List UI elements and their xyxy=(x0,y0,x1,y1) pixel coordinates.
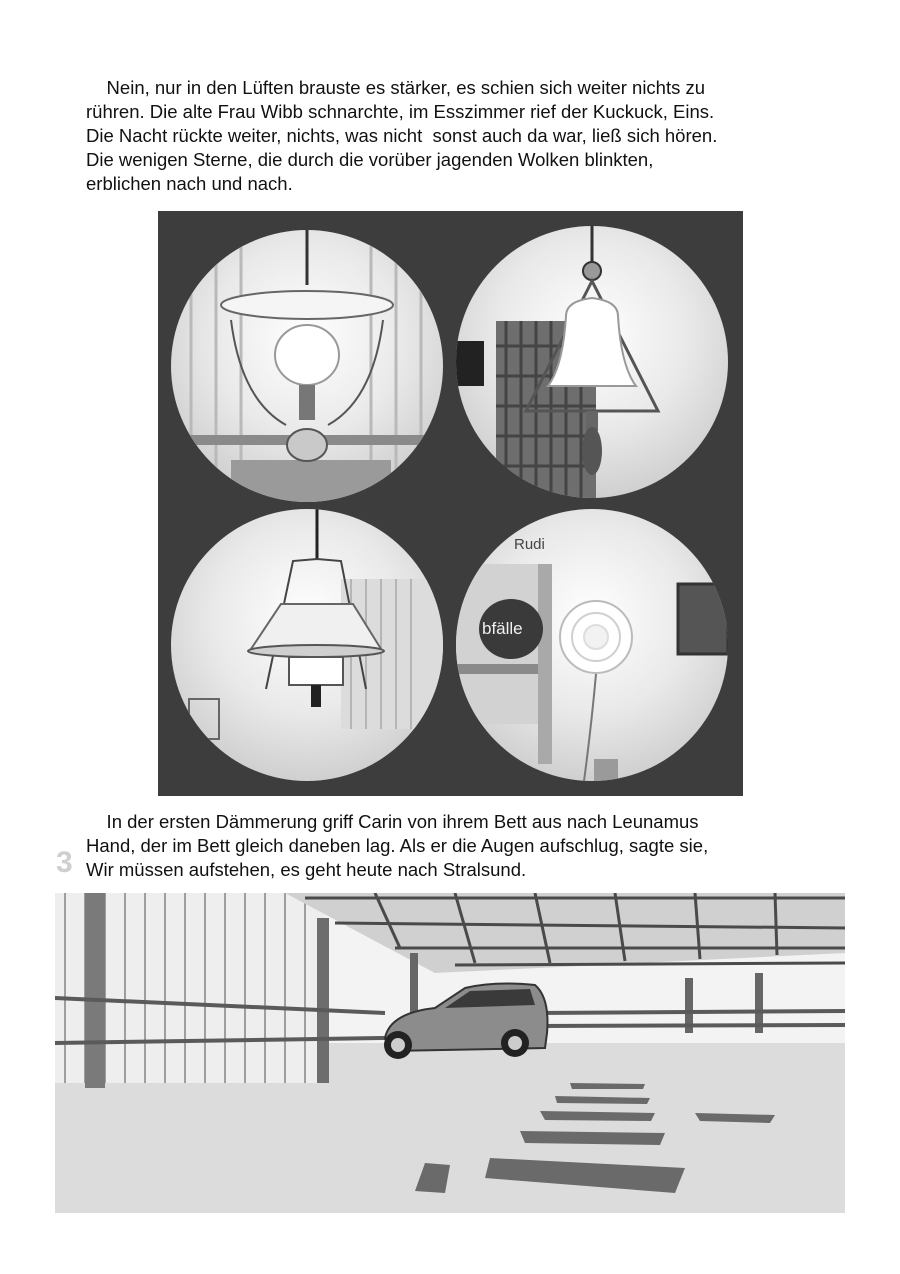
lamp-photo-3 xyxy=(171,509,443,781)
page-number: 3 xyxy=(56,846,73,879)
text-line: In der ersten Dämmerung griff Carin von ihrem Bett aus nach Leunamus xyxy=(86,811,699,832)
text-line: rühren. Die alte Frau Wibb schnarchte, im Esszimmer rief der Kuckuck, Eins. xyxy=(86,101,715,122)
paragraph-1 xyxy=(86,76,717,196)
text-line: Wir müssen aufstehen, es geht heute nach Stralsund. xyxy=(86,859,527,880)
parking-garage-photo xyxy=(55,893,845,1213)
text-line: Nein, nur in den Lüften brauste es stärker, es schien sich weiter nichts zu xyxy=(86,77,706,98)
cup-label: Rudi xyxy=(514,536,545,553)
lamp-photo-collage xyxy=(158,211,743,796)
paragraph-2 xyxy=(86,810,708,882)
lamp-photo-4 xyxy=(456,509,728,781)
lamp-photo-2 xyxy=(456,226,728,498)
lamp-photo-1 xyxy=(171,230,443,502)
text-line: Die wenigen Sterne, die durch die vorüber jagenden Wolken blinkten, xyxy=(86,149,654,170)
jar-label: bfälle xyxy=(482,619,523,638)
text-line: Die Nacht rückte weiter, nichts, was nicht sonst auch da war, ließ sich hören. xyxy=(86,125,718,146)
text-line: Hand, der im Bett gleich daneben lag. Als er die Augen aufschlug, sagte sie, xyxy=(86,835,709,856)
text-line: erblichen nach und nach. xyxy=(86,173,293,194)
